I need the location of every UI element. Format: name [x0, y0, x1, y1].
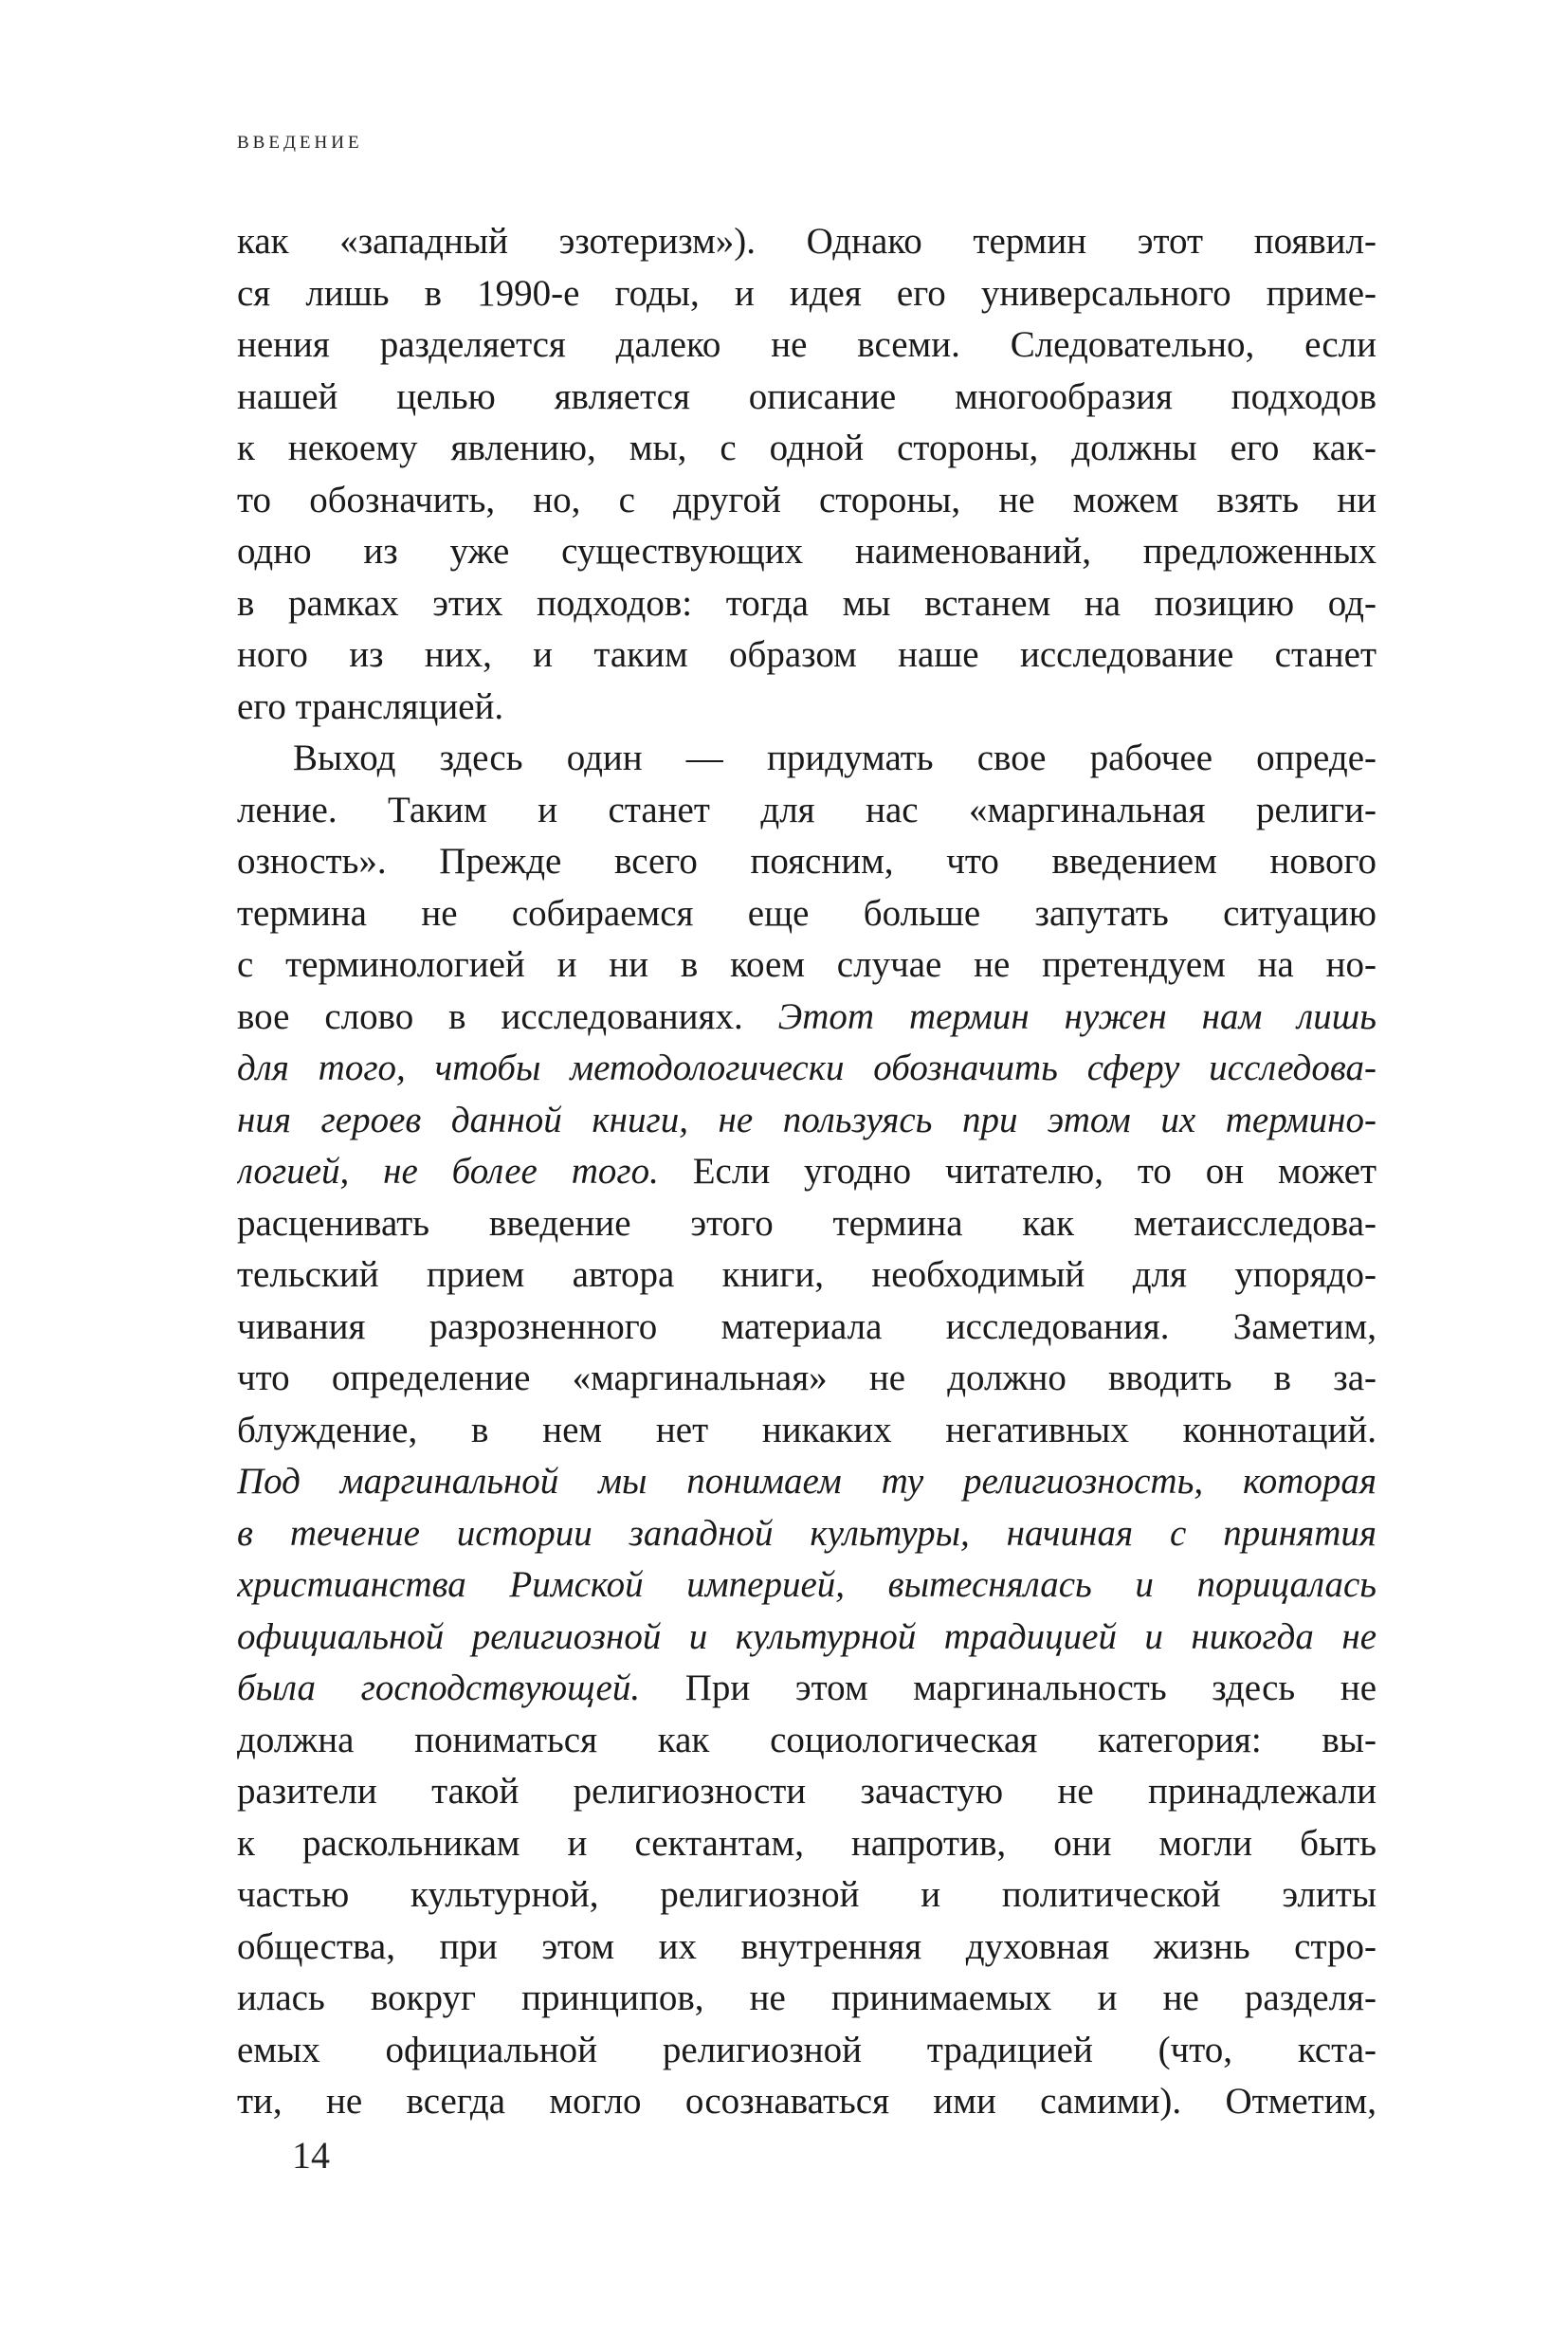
text-line: емых официальной религиозной традицией (что, кста-	[237, 2029, 1377, 2070]
text-line: ся лишь в 1990-е годы, и идея его универсального приме-	[237, 272, 1377, 314]
text-line: что определение «маргинальная» не должно вводить в за-	[237, 1358, 1377, 1398]
text-line: общества, при этом их внутренняя духовная жизнь стро-	[237, 1925, 1377, 1967]
body-text	[237, 216, 1377, 2128]
text-line: к раскольникам и сектантам, напротив, они могли быть	[237, 1822, 1377, 1864]
text-line: ного из них, и таким образом наше исследование станет	[237, 634, 1377, 675]
text-line: расценивать введение этого термина как метаисследова-	[237, 1202, 1377, 1244]
text-line: частью культурной, религиозной и политической элиты	[237, 1874, 1377, 1915]
text-line: озность». Прежде всего поясним, что введением нового	[237, 841, 1377, 882]
running-head: ВВЕДЕНИЕ	[237, 133, 363, 153]
text-line: для того, чтобы методологически обозначить сферу исследова-	[237, 1048, 1377, 1088]
text-line: его трансляцией.	[237, 685, 504, 727]
text-line: вое слово в исследованиях. Этот термин нужен нам лишь	[237, 995, 1377, 1037]
text-line: была господствующей. При этом маргинальность здесь не	[237, 1668, 1377, 1708]
page-number: 14	[292, 2134, 330, 2177]
text-line: Под маргинальной мы понимаем ту религиозность, которая	[237, 1461, 1377, 1502]
text-line: должна пониматься как социологическая категория: вы-	[237, 1719, 1377, 1760]
text-line: христианства Римской империей, вытеснялась и порицалась	[237, 1564, 1377, 1605]
text-line: одно из уже существующих наименований, предложенных	[237, 531, 1377, 572]
text-line: термина не собираемся еще больше запутать ситуацию	[237, 892, 1377, 934]
text-line: ти, не всегда могло осознаваться ими самими). Отметим,	[237, 2081, 1377, 2122]
text-line: с терминологией и ни в коем случае не претендуем на но-	[237, 944, 1377, 985]
text-line: в рамках этих подходов: тогда мы встанем на позицию од-	[237, 582, 1377, 624]
text-line: ление. Таким и станет для нас «маргинальная религи-	[237, 789, 1377, 830]
text-line: официальной религиозной и культурной традицией и никогда не	[237, 1615, 1377, 1657]
text-line: разители такой религиозности зачастую не принадлежали	[237, 1771, 1377, 1812]
text-line: то обозначить, но, с другой стороны, не можем взять ни	[237, 479, 1377, 520]
text-line: ния героев данной книги, не пользуясь при этом их термино-	[237, 1099, 1377, 1140]
text-line: нашей целью является описание многообразия подходов	[237, 375, 1377, 417]
text-line: Выход здесь один — придумать свое рабочее опреде-	[293, 738, 1377, 778]
text-line: блуждение, в нем нет никаких негативных коннотаций.	[237, 1409, 1377, 1450]
text-line: в течение истории западной культуры, начиная с принятия	[237, 1512, 1377, 1554]
text-line: тельский прием автора книги, необходимый для упорядо-	[237, 1254, 1377, 1295]
text-line: как «западный эзотеризм»). Однако термин этот появил-	[237, 221, 1377, 262]
text-line: нения разделяется далеко не всеми. Следовательно, если	[237, 324, 1377, 365]
text-line: илась вокруг принципов, не принимаемых и не разделя-	[237, 1977, 1377, 2018]
text-line: чивания разрозненного материала исследования. Заметим,	[237, 1305, 1377, 1347]
text-line: логией, не более того. Если угодно читателю, то он может	[237, 1151, 1377, 1192]
text-line: к некоему явлению, мы, с одной стороны, должны его как-	[237, 428, 1377, 468]
